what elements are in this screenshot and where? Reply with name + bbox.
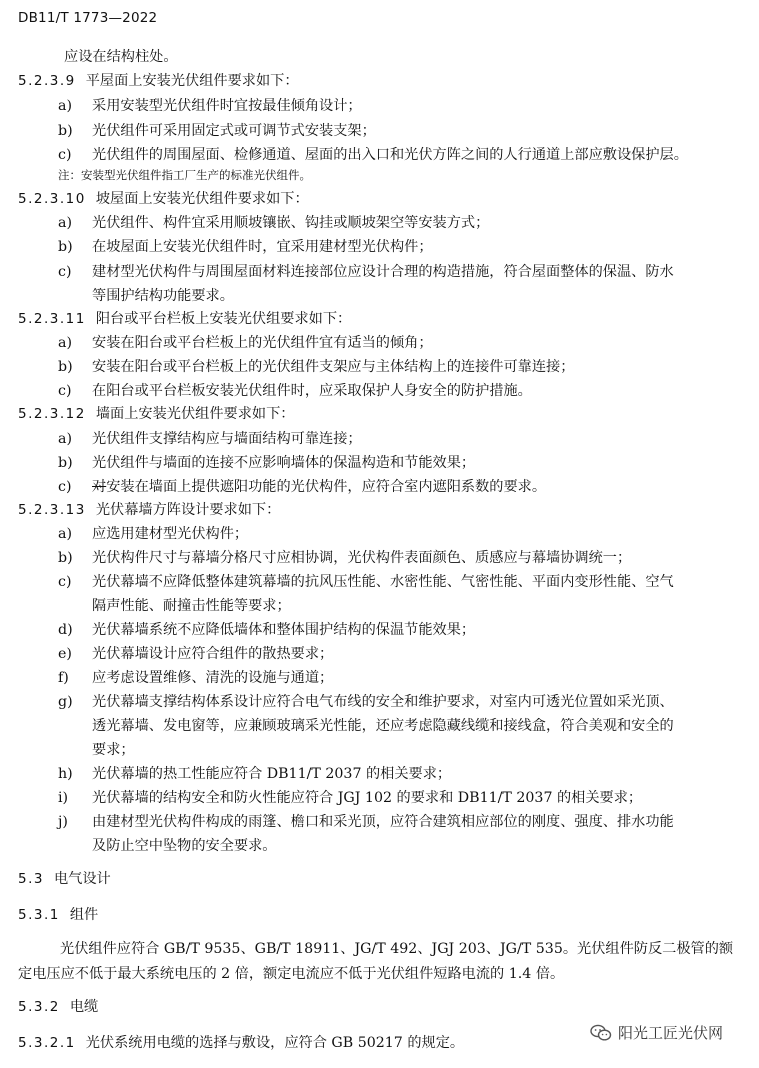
list-item-text: 由建材型光伏构件构成的雨篷、檐口和采光顶，应符合建筑相应部位的刚度、强度、排水功能 — [92, 814, 674, 830]
list-item-text: 光伏组件支撑结构应与墙面结构可靠连接； — [92, 431, 362, 447]
section-title: 光伏幕墙方阵设计要求如下： — [95, 502, 281, 518]
list-item-text: 光伏幕墙不应降低整体建筑幕墙的抗风压性能、水密性能、气密性能、平面内变形性能、空气 — [92, 574, 674, 590]
section-title: 电气设计 — [53, 871, 111, 887]
section-number: 5.3.1 — [18, 907, 60, 923]
list-item-label: c) — [58, 147, 72, 163]
list-item-text-continued: 隔声性能、耐撞击性能等要求； — [92, 598, 291, 614]
section-title: 平屋面上安装光伏组件要求如下： — [85, 73, 299, 89]
list-item-label: b) — [58, 239, 73, 255]
list-item-text-body: 安装在墙面上提供遮阳功能的光伏构件，应符合室内遮阳系数的要求。 — [106, 479, 547, 495]
list-item-text-continued: 及防止空中坠物的安全要求。 — [92, 838, 277, 854]
list-item-label: a) — [58, 526, 72, 542]
list-item-label: a) — [58, 215, 72, 231]
section-5-2-3-12-heading — [18, 403, 294, 425]
list-item-text — [92, 476, 546, 498]
list-item-text: 光伏构件尺寸与幕墙分格尺寸应相协调，光伏构件表面颜色、质感应与幕墙协调统一； — [92, 550, 632, 566]
section-title: 阳台或平台栏板上安装光伏组要求如下： — [95, 311, 352, 327]
section-5-2-3-9-heading — [18, 70, 299, 92]
list-item-label: f) — [58, 670, 69, 686]
list-item-text: 应选用建材型光伏构件； — [92, 526, 249, 542]
list-item-text: 在坡屋面上安装光伏组件时，宜采用建材型光伏构件； — [92, 239, 433, 255]
list-item-text: 采用安装型光伏组件时宜按最佳倾角设计； — [92, 98, 362, 114]
watermark-text: 阳光工匠光伏网 — [618, 1024, 724, 1042]
section-number: 5.2.3.10 — [18, 191, 86, 207]
list-item-label: c) — [58, 479, 72, 495]
list-item-text-continued: 要求； — [92, 742, 135, 758]
list-item-label: c) — [58, 264, 72, 280]
section-title: 电缆 — [69, 999, 99, 1015]
list-item-label: g) — [58, 694, 73, 710]
section-5-3-heading — [18, 868, 111, 890]
list-item-text: 光伏幕墙设计应符合组件的散热要求； — [92, 646, 334, 662]
list-item-text: 光伏组件与墙面的连接不应影响墙体的保温构造和节能效果； — [92, 455, 476, 471]
list-item-text: 光伏组件可采用固定式或可调节式安装支架； — [92, 123, 376, 139]
list-item-label: b) — [58, 359, 73, 375]
list-item-label: d) — [58, 622, 73, 638]
section-title: 光伏系统用电缆的选择与敷设，应符合 GB 50217 的规定。 — [85, 1035, 465, 1051]
list-item-text: 在阳台或平台栏板安装光伏组件时，应采取保护人身安全的防护措施。 — [92, 383, 532, 399]
list-item-text: 安装在阳台或平台栏板上的光伏组件宜有适当的倾角； — [92, 335, 433, 351]
section-number: 5.2.3.11 — [18, 311, 86, 327]
list-item-label: e) — [58, 646, 72, 662]
list-item-label: a) — [58, 98, 72, 114]
section-title: 坡屋面上安装光伏组件要求如下： — [95, 191, 309, 207]
list-item-text: 应考虑设置维修、清洗的设施与通道； — [92, 670, 334, 686]
list-item-text: 安装在阳台或平台栏板上的光伏组件支架应与主体结构上的连接件可靠连接； — [92, 359, 575, 375]
section-5-2-3-11-heading — [18, 308, 351, 330]
list-item-label: j) — [58, 814, 68, 830]
list-item-label: b) — [58, 550, 73, 566]
section-number: 5.3.2.1 — [18, 1035, 76, 1051]
doc-code-header: DB11/T 1773—2022 — [18, 10, 158, 26]
section-5-2-3-13-heading — [18, 499, 280, 521]
list-item-label: h) — [58, 766, 73, 782]
list-item-label: c) — [58, 383, 72, 399]
section-title: 墙面上安装光伏组件要求如下： — [95, 406, 295, 422]
section-5-3-2-1-heading — [18, 1032, 464, 1054]
list-item-text: 建材型光伏构件与周围屋面材料连接部位应设计合理的构造措施，符合屋面整体的保温、防水 — [92, 264, 674, 280]
section-number: 5.2.3.12 — [18, 406, 86, 422]
list-item-label: b) — [58, 455, 73, 471]
list-item-text: 光伏组件的周围屋面、检修通道、屋面的出入口和光伏方阵之间的人行通道上部应敷设保护层。 — [92, 147, 688, 163]
list-item-text: 光伏幕墙系统不应降低墙体和整体围护结构的保温节能效果； — [92, 622, 476, 638]
section-5-2-3-10-heading — [18, 188, 309, 210]
watermark — [590, 1022, 723, 1043]
list-item-text: 光伏幕墙支撑结构体系设计应符合电气布线的安全和维护要求，对室内可透光位置如采光顶、 — [92, 694, 674, 710]
section-number: 5.3.2 — [18, 999, 60, 1015]
list-item-label: i) — [58, 790, 69, 806]
list-item-label: c) — [58, 574, 72, 590]
section-number: 5.2.3.13 — [18, 502, 86, 518]
struck-character: 对 — [92, 479, 107, 495]
section-title: 组件 — [69, 907, 99, 923]
wechat-icon — [590, 1024, 612, 1042]
list-item-label: a) — [58, 431, 72, 447]
list-item-text: 光伏幕墙的结构安全和防火性能应符合 JGJ 102 的要求和 DB11/T 2037 的相关要求； — [92, 790, 643, 806]
paragraph-text: 光伏组件应符合 GB/T 9535、GB/T 18911、JG/T 492、JGJ 203、JG/T 535。光伏组件防反二极管的额定电压应不低于最大系统电压的 2 倍，额定电流应不低于光伏组件短路电流的 1.4 倍。 — [18, 941, 734, 982]
section-5-3-1-heading — [18, 904, 98, 926]
list-item-text: 光伏幕墙的热工性能应符合 DB11/T 2037 的相关要求； — [92, 766, 452, 782]
list-item-text-continued: 等围护结构功能要求。 — [92, 288, 234, 304]
list-item-text-continued: 透光幕墙、发电窗等，应兼顾玻璃采光性能，还应考虑隐藏线缆和接线盒，符合美观和安全的 — [92, 718, 674, 734]
section-5-3-2-heading — [18, 996, 98, 1018]
list-item-label: a) — [58, 335, 72, 351]
note-text: 注：安装型光伏组件指工厂生产的标准光伏组件。 — [58, 168, 311, 182]
section-number: 5.3 — [18, 871, 44, 887]
list-item-label: b) — [58, 123, 73, 139]
section-number: 5.2.3.9 — [18, 73, 76, 89]
list-item-text: 光伏组件、构件宜采用顺坡镶嵌、钩挂或顺坡架空等安装方式； — [92, 215, 490, 231]
continuation-text: 应设在结构柱处。 — [64, 49, 178, 65]
